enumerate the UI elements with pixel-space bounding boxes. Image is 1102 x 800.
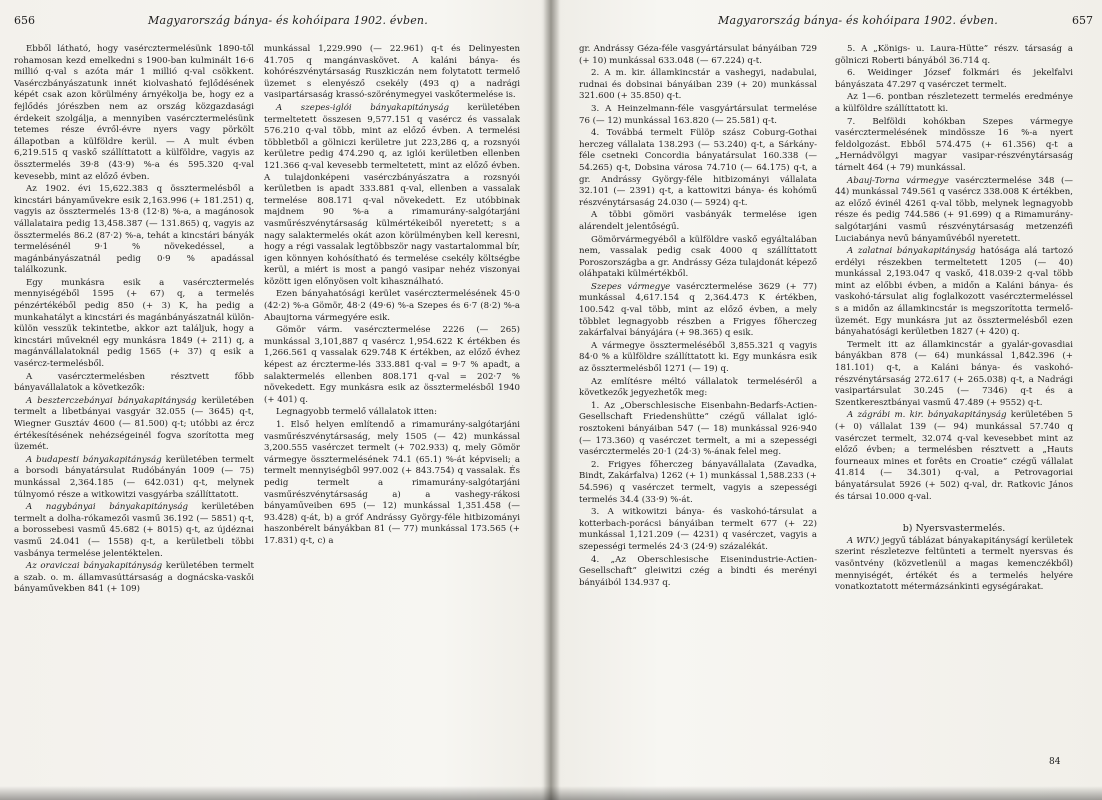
right-page-column-1 <box>579 44 817 590</box>
paragraph <box>264 103 520 289</box>
paragraph <box>835 117 1073 175</box>
left-page-column-2 <box>264 44 520 549</box>
right-page-number: 657 <box>1072 14 1093 27</box>
right-page-footer-number: 84 <box>1049 757 1061 767</box>
paragraph-text: Egy munkásra esik a vasércztermelés mennyiségéből 1595 (+ 67) q, a termelés pénzértékéből pedig 850 (+ 3) K, ha pedig a munkahatályt a kincstári és magánbányászatnál külön-külön vesszük tekintetbe, akkor azt találjuk, hogy a kincstári műveknél egy munkásra 1849 (+ 211) q, a magánvállalatoknál pedig 1565 (+ 37) q esik a vasércz-termelésből. <box>14 277 254 370</box>
paragraph <box>264 420 520 548</box>
paragraph <box>579 104 817 127</box>
paragraph <box>579 507 817 553</box>
paragraph <box>835 410 1073 503</box>
paragraph-text: munkással 1,229.990 (— 22.961) q-t és Delinyesten 41.705 q mangánvaskövet. A kaláni bánya- és kohórészvénytársaság Ruszkiczán nem folytatott termelő üzemet s elenyésző csekély (493 q) a nadrági vasipartársaság krassó-szörénymegyei vaskőtermelése is. <box>264 44 520 101</box>
paragraph-text: kerületében termeltetett összesen 9,577.151 q vasércz és vassalak 576.210 q-val több, mint az előző évben. A termelési többletből a gölniczi kerületre jut 223,286 q, a rozsnyói kerületre pedig 474.290 q, az iglói kerületben ellenben 121.366 q-val kevesebb termeltetett, mint az előző évben. A tulajdonképeni vasérczbányászatra a rozsnyói kerületben is apadt 333.881 q-val, ellenben a vassalak termelése 808.171 q-val növekedett. Ez utóbbinak majdnem 90 %-a a rimamurány-salgótarjáni vasműrészvénytársaság külmértékeiből nyeretett; s a nagy salaktermelés okát azon körülményben kell keresni, hogy a régi vassalak legtöbbször nagy vastartalommal bír, igen könnyen kohósítható és termelése csekély költségbe kerül, a miért is most a pangó vasipar nehéz viszonyai között igen előnyösen volt kihasználható. <box>264 102 520 287</box>
paragraph <box>579 377 817 400</box>
paragraph <box>264 289 520 324</box>
paragraph-text: Az 1—6. pontban részletezett termelés eredménye a külföldre szállíttatott ki. <box>835 92 1073 114</box>
paragraph-text: Termelt itt az államkincstár a gyalár-govasdiai bányákban 878 (— 64) munkással 1,842.396 (+ 181.101) q-t, a Kaláni bánya- és vaskohó-részvénytársaság 272.617 (+ 265.038) q-t, a Nadrági vasipartársulat 30.245 (— 7346) q-t és a Szentkeresztbányai vasmű 47.489 (+ 9552) q-t. <box>835 339 1073 408</box>
paragraph-text: 1. Az „Oberschlesische Eisenbahn-Bedarfs-Actien-Gesellschaft Friedenshütte” czégű vállalat igló-rosztokeni bányáiban 547 (— 18) munkással 926·940 (— 173.360) q vasérczet termelt, a mi a szepességi vasércztermelés 20·1 (24·3) %-ának felel meg. <box>579 400 817 458</box>
paragraph-text: Az 1902. évi 15,622.383 q össztermelésből a kincstári bányaművekre esik 2,163.996 (+ 181.251) q, vagyis az össztermelés 13·8 (12·8) %-a, a magánosok vállalataira pedig 13,458.387 (— 131.865) q, vagyis az össztermelés 86.2 (87·2) %-a, tehát a kincstári bányák termelésénél 9·1 % növekedéssel, a magánbányászatnál pedig 0·9 % apadással találkozunk. <box>14 184 254 276</box>
paragraph-text: kerületében 5 (+ 0) vállalat 139 (— 94) munkással 57.740 q vasérczet termelt, 32.074 q-val kevesebbet mint az előző évben; a termelésben résztvett a „Hauts fourneaux mines et forêts en Croatie” czégű vállalat 41.814 (— 34.301) q-val, a Petrovagoriai bányatársulat 5926 (+ 502) q-val, dr. Ratkovic János és társai 10.000 q-val. <box>835 410 1073 502</box>
paragraph <box>579 401 817 459</box>
paragraph-lead: Abauj-Torna vármegye <box>847 175 949 186</box>
paragraph-lead: A nagybányai bányakapitányság <box>26 502 188 513</box>
paragraph <box>264 407 520 419</box>
paragraph <box>579 128 817 209</box>
paragraph <box>264 325 520 406</box>
paragraph <box>835 68 1073 91</box>
paragraph <box>14 455 254 501</box>
right-page-column-2 <box>835 44 1073 595</box>
paragraph-text: 2. Frigyes főherczeg bányavállalata (Zavadka, Bindt, Zakárfalva) 1262 (+ 1) munkással 1,588.233 (+ 54.596) q vasérczet termelt, vagyis a szepességi termelés 34.4 (33·9) %-át. <box>579 459 817 505</box>
paragraph <box>835 340 1073 410</box>
paragraph-text: 7. Belföldi kohókban Szepes vármegye vasércztermelésének mindössze 16 %-a nyert feldolgozást. Ebből 574.475 (+ 61.356) q-t a „Hernádvölgyi magyar vasipar-részvénytársaság tárnelt 464 (+ 79) munkással. <box>835 116 1073 173</box>
paragraph <box>579 341 817 376</box>
paragraph-lead: A beszterczebányai bányakapitányság <box>26 395 197 406</box>
left-running-header: Magyarország bánya- és kohóipara 1902. évben. <box>148 14 428 27</box>
paragraph-text: 1. Első helyen említendő a rimamurány-salgótarjáni vasműrészvénytársaság, mely 1505 (— 42) munkással 3,200.555 vasérczet termelt (+ 702.933) q, mely Gömör vármegye össztermelésének 74.1 (65.1) %-át képviseli; a termelt mennyiségből 997.002 (+ 843.754) q vassalak. És pedig termelt a rimamurány-salgótarjáni vasműrészvénytársaság a) a vashegy-rákosi bányaműveiben 695 (— 12) munkással 1,351.458 (— 93.428) q-át, b) a gróf Andrássy György-féle hitbizományi haszonbérelt bányákban 81 (— 77) munkással 173.565 (+ 17.831) q-t, c) a <box>264 420 520 546</box>
paragraph-text: 4. Továbbá termelt Fülöp szász Coburg-Gothai herczeg vállalata 138.293 (— 53.240) q-t, a Sárkány-féle csetneki Concordia bányatársulat 160.338 (— 54.265) q-t, Dobsina városa 74.710 (— 64.175) q-t, a gr. Andrássy György-féle hitbizományi vállalata 32.101 (— 2391) q-t, a kattowitzi bánya- és kohómű részvénytársaság 24.030 (— 5924) q-t. <box>579 128 817 208</box>
paragraph-text: 5. A „Königs- u. Laura-Hütte” részv. társaság a gölniczi Roberti bányából 36.714 q. <box>835 44 1073 66</box>
paragraph-text: vasércztermelése 348 (— 44) munkással 749.561 q vasércz 338.008 K értékben, az előző évinél 4261 q-val több, melynek legnagyobb része és pedig 744.586 (+ 91.699) q a Rimamurány-salgótarjáni vasmű részvénytársaság metzenzéfi Luciabánya nevű bányaművéből nyeretett. <box>835 175 1073 244</box>
paragraph <box>835 92 1073 115</box>
paragraph-text: 2. A m. kir. államkincstár a vashegyi, nadabulai, rudnai és dobsinai bányáiban 239 (+ 20) munkással 321.600 (+ 35.850) q-t. <box>579 68 817 102</box>
paragraph-text: 4. „Az Oberschlesische Eisenindustrie-Actien-Gesellschaft” gleiwitzi czég a bindti és merényi bányáiból 134.937 q. <box>579 554 817 588</box>
paragraph-text: Gömörvármegyéből a külföldre vaskő egyáltalában nem, vassalak pedig csak 4000 q szállíttatott Poroszországba a gr. Andrássy Géza tulajdonát képező oláhpataki külmértékből. <box>579 234 817 280</box>
left-page <box>0 0 549 800</box>
paragraph <box>579 555 817 590</box>
paragraph <box>835 176 1073 246</box>
paragraph-text: A vármegye össztermeléséből 3,855.321 q vagyis 84·0 % a külföldre szállíttatott ki. Egy munkásra esik az össztermelésből 1271 (— 19) q. <box>579 340 817 375</box>
paragraph <box>579 460 817 506</box>
paragraph <box>14 396 254 454</box>
paragraph-lead: Szepes vármegye <box>591 281 671 292</box>
paragraph-text: A többi gömöri vasbányák termelése igen alárendelt jelentőségű. <box>579 210 817 232</box>
paragraph <box>579 235 817 281</box>
paragraph-text: 3. A witkowitzi bánya- és vaskohó-társulat a kotterbach-porácsi bányáiban termelt 677 (+ 22) munkással 1,121.209 (— 4231) q vasérczet, vagyis a szepességi termelés 24·3 (24·9) százalékát. <box>579 507 817 552</box>
paragraph <box>579 282 817 340</box>
paragraph-text: kerületében termelt a szab. o. m. államvasúttársaság a dognácska-vaskői bányaművekben 841 (+ 109) <box>14 561 254 595</box>
paragraph-lead: A zalatnai bányakapitányság <box>847 246 976 257</box>
paragraph-text: Gömör várm. vasércztermelése 2226 (— 265) munkással 3,101,887 q vasércz 1,954.622 K értékben és 1,266.561 q vassalak 629.748 K értékben, az előző évhez képest az érczterme-lés 333.881 q-val = 9·7 % apadt, a salaktermelés ellenben 808.171 q-val = 202·7 % növekedett. Egy munkásra esik az össztermelésből 1940 (+ 401) q. <box>264 325 520 405</box>
left-page-column-1 <box>14 44 254 597</box>
paragraph-lead: Az oraviczai bányakapitányság <box>26 561 163 572</box>
paragraph-text: Az említésre méltó vállalatok termeléséről a következők jegyezhetők meg: <box>579 376 817 399</box>
paragraph-text: hatósága alá tartozó erdélyi részekben termeltetett 1205 (— 40) munkással 2,193.047 q vaskő, 418.039·2 q-val több mint az előbbi évben, a midőn a Kaláni bánya- és vaskohó-társulat alig foglalkozott vasércztermeléssel s a midőn az államkincstár is megszorította termelő-üzemét. Egy munkásra jut az össztermelésből ezen bányahatósági kerületben 1827 (+ 420) q. <box>835 246 1073 338</box>
paragraph <box>579 68 817 103</box>
right-page <box>553 0 1102 800</box>
paragraph-text: Ebből látható, hogy vasércztermelésünk 1890-től rohamosan kezd emelkedni s 1900-ban kulminált 16·6 millió q-val s azóta már 1 millió q-val csökkent. Vasérczbányászatunk innét kiolvasható fejlődésének képét csak azon körülmény árnyékolja be, hogy ez a fejlődés jórészben nem az ország közgazdasági érdekeit szolgálja, a mennyiben vasércztermelésünk tetemes része évről-évre nyers vagy pörkölt állapotban a külföldre kerül. — A mult évben 6,219.515 q vaskő szállíttatott a külföldre, vagyis az össztermelés 39·8 (43·9) %-a és 595.320 q-val kevesebb, mint az előző évben. <box>14 44 254 182</box>
paragraph-text: A vasércztermelésben résztvett főbb bányavállalatok a következők: <box>14 371 254 394</box>
paragraph-text: jegyű táblázat bányakapitányságí kerületek szerint részletezve feltünteti a termelt nyersvas és vasöntvény (közvetlenül a magas kemenczékből) mennyiségét, értékét és a termelés helyére vonatkoztatott métermázsánkinti egységárakat. <box>835 535 1074 593</box>
paragraph-lead: A szepes-iglói bányakapitányság <box>276 102 449 113</box>
paragraph-text: kerületében termelt a libetbányai vasgyár 32.055 (— 3645) q-t, Wiegner Gusztáv 4600 (— 81.500) q-t; utóbbi az ércz értékesítésének nehézségeinél fogva szorította meg üzemét. <box>14 395 254 453</box>
paragraph <box>14 184 254 277</box>
paragraph-text: kerületében termelt a dolha-rókamezői vasmű 36.192 (— 5851) q-t, a borossebesi vasmű 45.682 (+ 8015) q-t, az újdéznai vasmű 24.041 (— 1558) q-t, a kerületbeli többi vasbánya termelése jelentéktelen. <box>14 502 254 559</box>
paragraph <box>579 210 817 233</box>
section-heading: b) Nyersvastermelés. <box>902 523 1006 535</box>
paragraph <box>14 44 254 183</box>
paragraph-lead: A WIV.) <box>847 535 880 546</box>
left-page-number: 656 <box>14 14 35 27</box>
scan-bottom-edge <box>0 786 1102 800</box>
paragraph-text: Ezen bányahatósági kerület vasércztermelésének 45·0 (42·2) %-a Gömör, 48·2 (49·6) %-a Szepes és 6·7 (8·2) %-a Abaujtorna vármegyére esik. <box>264 289 520 323</box>
paragraph <box>835 44 1073 67</box>
right-running-header: Magyarország bánya- és kohóipara 1902. évben. <box>718 14 998 27</box>
paragraph-lead: A budapesti bányakapitányság <box>26 454 162 465</box>
paragraph-text: gr. Andrássy Géza-féle vasgyártársulat bányáiban 729 (+ 10) munkással 633.048 (— 67.224) q-t. <box>579 44 817 66</box>
book-gutter <box>541 0 561 800</box>
paragraph <box>14 561 254 596</box>
paragraph <box>14 502 254 560</box>
paragraph-text: vasércztermelése 3629 (+ 77) munkással 4,617.154 q 2,364.473 K értékben, 100.542 q-val több, mint az előző évben, a mely többlet legnagyobb részben a Frigyes főherczeg zakárfalvai bányájára (+ 98.365) q esik. <box>579 281 817 339</box>
paragraph-text: 6. Weidinger József folkmári és jekelfalvi bányászata 47.297 q vasérczet termelt. <box>835 68 1073 90</box>
paragraph <box>264 44 520 102</box>
paragraph-text: kerületében termelt a borsodi bányatársulat Rudóbányán 1009 (— 75) munkással 2,364.185 (— 642.031) q-t, melynek túlnyomó része a witkowitzi vasgyárba szállíttatott. <box>14 454 255 500</box>
paragraph <box>835 536 1073 594</box>
paragraph-lead: A zágrábi m. kir. bányakapitányság <box>847 410 1007 421</box>
paragraph-text: 3. A Heinzelmann-féle vasgyártársulat termelése 76 (— 12) munkással 163.820 (— 25.581) q-t. <box>579 103 817 126</box>
paragraph <box>14 278 254 371</box>
paragraph <box>835 246 1073 339</box>
paragraph <box>14 372 254 395</box>
paragraph-text: Legnagyobb termelő vállalatok itten: <box>276 407 437 418</box>
paragraph <box>579 44 817 67</box>
